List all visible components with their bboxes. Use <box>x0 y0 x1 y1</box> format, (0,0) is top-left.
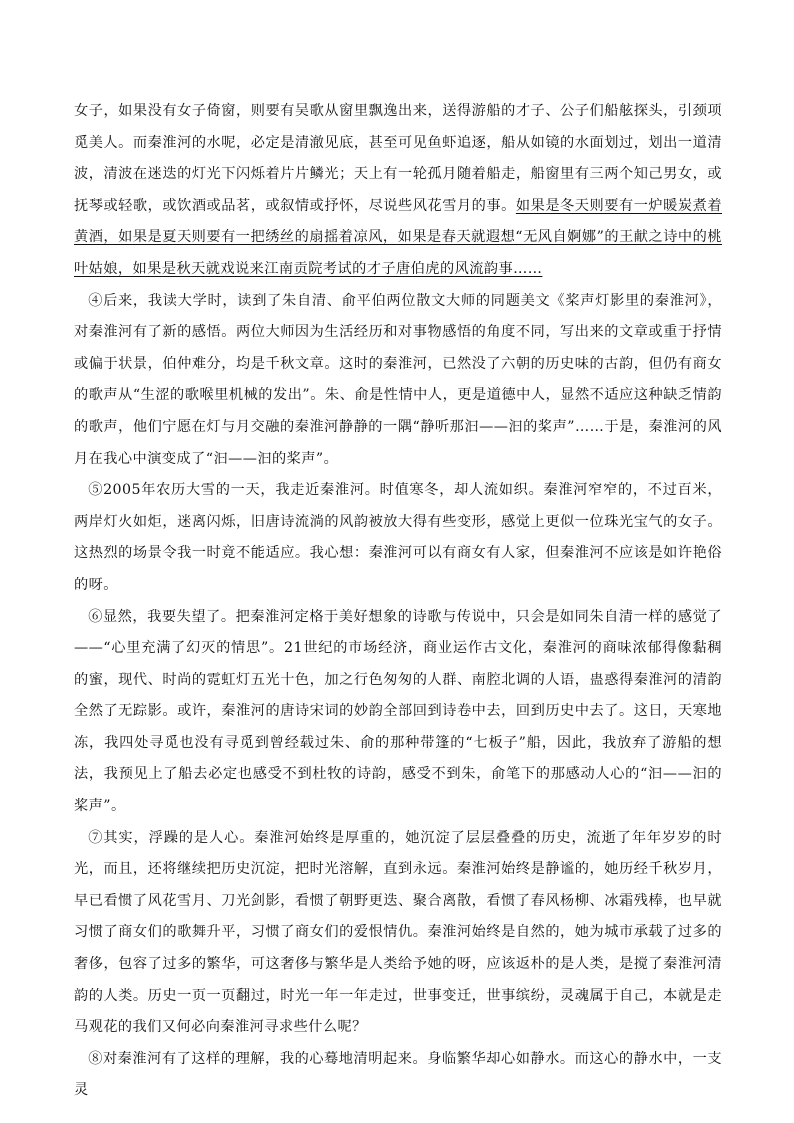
paragraph-4: ④后来，我读大学时，读到了朱自清、俞平伯两位散文大师的同题美文《桨声灯影里的秦淮河》，对秦淮河有了新的感悟。两位大师因为生活经历和对事物感悟的角度不同，写出来的文章或重于抒情或偏于状景，伯仲难分，均是千秋文章。这时的秦淮河，已然没了六朝的历史味的古韵，但仍有商女的歌声从“生涩的歌喉里机械的发出”。朱、俞是性情中人，更是道德中人，显然不适应这种缺乏情韵的歌声，他们宁愿在灯与月交融的秦淮河静静的一隅“静听那汩——汩的桨声”……于是，秦淮河的风月在我心中演变成了“汩——汩的桨声”。 <box>74 292 722 467</box>
paragraph-8: ⑧对秦淮河有了这样的理解，我的心蓦地清明起来。身临繁华却心如静水。而这心的静水中，一支灵 <box>74 1050 722 1099</box>
paragraph-7: ⑦其实，浮躁的是人心。秦淮河始终是厚重的，她沉淀了层层叠叠的历史，流逝了年年岁岁的时光，而且，还将继续把历史沉淀，把时光溶解，直到永远。秦淮河始终是静谧的，她历经千秋岁月，早已看惯了风花雪月、刀光剑影，看惯了朝野更迭、聚合离散，看惯了春风杨柳、冰霜残棒，也早就习惯了商女们的歌舞升平，习惯了商女们的爱恨情仇。秦淮河始终是自然的，她为城市承载了过多的奢侈，包容了过多的繁华，可这奢侈与繁华是人类给予她的呀，应该返朴的是人类，是搅了秦淮河清韵的人类。历史一页一页翻过，时光一年一年走过，世事变迁，世事缤纷，灵魂属于自己，本就是走马观花的我们又何必向秦淮河寻求些什么呢？ <box>74 829 722 1036</box>
paragraph-5: ⑤2005年农历大雪的一天，我走近秦淮河。时值寒冬，却人流如织。秦淮河窄窄的，不过百米，两岸灯火如炬，迷离闪烁，旧唐诗流淌的风韵被放大得有些变形，感觉上更似一位珠光宝气的女子。这热烈的场景令我一时竟不能适应。我心想：秦淮河可以有商女有人家，但秦淮河不应该是如许艳俗的呀。 <box>74 482 722 593</box>
underlined-sentence: 如果是冬天则要有一炉暖炭煮着黄酒，如果是夏天则要有一把绣丝的扇摇着凉风，如果是春天就遐想“无风自婀娜”的王献之诗中的桃叶姑娘，如果是秋天就戏说来江南贡院考试的才子唐伯虎的风流韵事…… <box>74 197 722 277</box>
paragraph-continued <box>74 96 722 286</box>
paragraph-6: ⑥显然，我要失望了。把秦淮河定格于美好想象的诗歌与传说中，只会是如同朱自清一样的感觉了——“心里充满了幻灭的情思”。21世纪的市场经济，商业运作古文化，秦淮河的商味浓郁得像黏稠的蜜，现代、时尚的霓虹灯五光十色，加之行色匆匆的人群、南腔北调的人语，蛊惑得秦淮河的清韵全然了无踪影。或许，秦淮河的唐诗宋词的妙韵全部回到诗卷中去，回到历史中去了。这日，天寒地冻，我四处寻觅也没有寻觅到曾经载过朱、俞的那种带篷的“七板子”船，因此，我放弃了游船的想法，我预见上了船去必定也感受不到杜牧的诗韵，感受不到朱，俞笔下的那感动人心的“汩——汩的桨声”。 <box>74 608 722 815</box>
document-page <box>74 96 722 1107</box>
paragraph-text: 女子，如果没有女子倚窗，则要有吴歌从窗里飘逸出来，送得游船的才子、公子们船舷探头，引颈项觅美人。而秦淮河的水呢，必定是清澈见底，甚至可见鱼虾追逐，船从如镜的水面划过，划出一道清波，清波在迷迭的灯光下闪烁着片片鳞光；天上有一轮孤月随着船走，船窗里有三两个知己男女，或抚琴或轻歌，或饮酒或品茗，或叙情或抒怀，尽说些风花雪月的事。 <box>74 103 722 214</box>
